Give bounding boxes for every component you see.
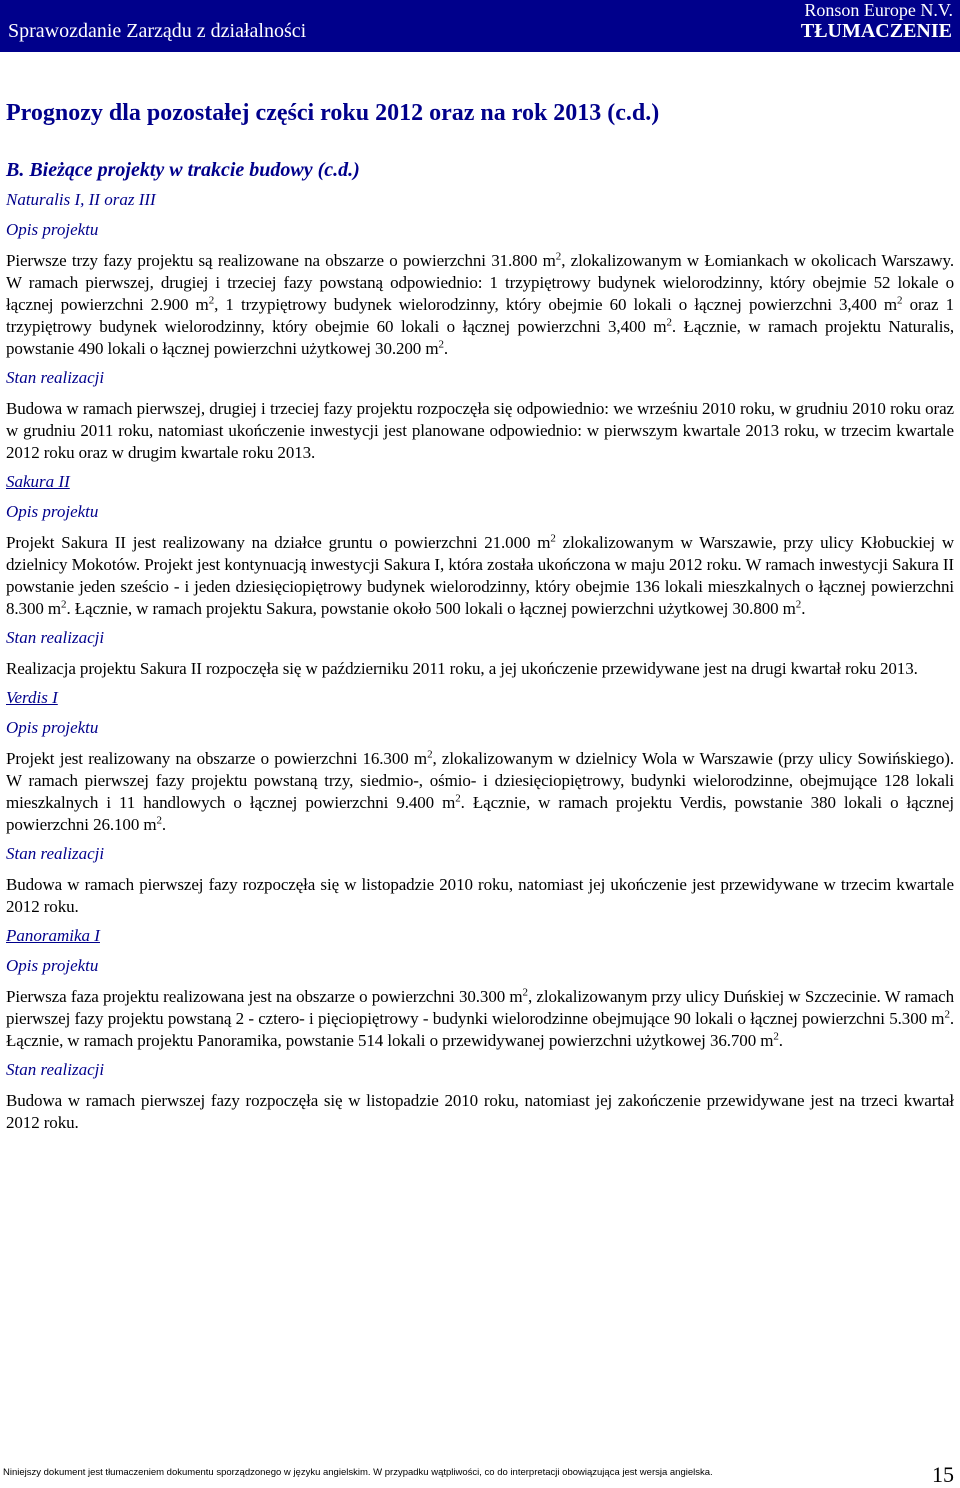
project-description: Projekt Sakura II jest realizowany na działce gruntu o powierzchni 21.000 $m^2$ zlokalizowanym w Warszawie, przy ulicy Kłobuckiej w dzielnicy Mokotów. Projekt jest kontynuacją inwestycji Sakura I, która została ukończona w maju 2012 roku. W ramach inwestycji Sakura II powstanie jeden sześcio - i jeden dziesięciopiętrowy budynek wielorodzinny, który obejmie 136 lokali mieszkalnych o łącznej powierzchni 8.300 $m^2$. Łącznie, w ramach projektu Sakura, powstanie około 500 lokali o łącznej powierzchni użytkowej 30.800 $m^2$. bbox=[6, 532, 954, 618]
document-body bbox=[6, 96, 954, 1134]
project-description: Pierwsze trzy fazy projektu są realizowane na obszarze o powierzchni 31.800 $m^2$, zlokalizowanym w Łomiankach w okolicach Warszawy. W ramach pierwszej, drugiej i trzeciej fazy powstaną odpowiednio: 1 trzypiętrowy budynek wielorodzinny, który obejmie 52 lokale o łącznej powierzchni 2.900 $m^2$, 1 trzypiętrowy budynek wielorodzinny, który obejmie 60 lokali o łącznej powierzchni 3,400 $m^2$ oraz 1 trzypiętrowy budynek wielorodzinny, który obejmie 60 lokali o łącznej powierzchni 3,400 $m^2$. Łącznie, w ramach projektu Naturalis, powstanie 490 lokali o łącznej powierzchni użytkowej 30.200 $m^2$. bbox=[6, 250, 955, 358]
superscript: 2 bbox=[522, 986, 528, 999]
superscript: 2 bbox=[555, 250, 562, 263]
superscript: 2 bbox=[550, 532, 556, 545]
project-status-heading: Stan realizacji bbox=[6, 844, 105, 863]
project-description: Pierwsza faza projektu realizowana jest na obszarze o powierzchni 30.300 $m^2$, zlokalizowanym przy ulicy Duńskiej w Szczecinie. W ramach pierwszej fazy projektu powstaną 2 - cztero- i pięciopiętrowy - budynki wielorodzinne obejmujące 90 lokali o łącznej powierzchni 5.300 $m^2$. Łącznie, w ramach projektu Panoramika, powstanie 514 lokali o przewidywanej powierzchni użytkowej 36.700 $m^2$. bbox=[6, 986, 955, 1050]
project-panoramika-i bbox=[6, 924, 954, 1134]
header-report-title: Sprawozdanie Zarządu z działalności bbox=[8, 20, 307, 42]
superscript: 2 bbox=[427, 748, 433, 761]
superscript: 2 bbox=[61, 598, 67, 611]
superscript: 2 bbox=[944, 1008, 950, 1021]
header-company-name: Ronson Europe N.V. bbox=[804, 0, 953, 20]
superscript: 2 bbox=[208, 294, 215, 307]
project-status: Realizacja projektu Sakura II rozpoczęła się w październiku 2011 roku, a jej ukończenie przewidywane jest na drugi kwartał roku 2013. bbox=[6, 659, 918, 678]
project-status-heading: Stan realizacji bbox=[6, 1060, 105, 1079]
superscript: 2 bbox=[455, 792, 461, 805]
superscript: 2 bbox=[156, 814, 162, 827]
header-translation-label: TŁUMACZENIE bbox=[800, 20, 952, 42]
project-sakura-ii bbox=[6, 470, 954, 680]
superscript: 2 bbox=[897, 294, 903, 307]
project-title: Sakura II bbox=[6, 472, 70, 491]
superscript: 2 bbox=[438, 338, 444, 351]
project-description-heading: Opis projektu bbox=[6, 220, 99, 239]
project-status-heading: Stan realizacji bbox=[6, 368, 105, 387]
project-naturalis bbox=[6, 188, 954, 464]
project-verdis-i bbox=[6, 686, 954, 918]
project-status-heading: Stan realizacji bbox=[6, 628, 105, 647]
document-title: Prognozy dla pozostałej części roku 2012 oraz na rok 2013 (c.d.) bbox=[6, 100, 660, 126]
project-title: Naturalis I, II oraz III bbox=[6, 190, 156, 209]
page-number: 15 bbox=[932, 1462, 954, 1487]
section-title: B. Bieżące projekty w trakcie budowy (c.d.) bbox=[6, 159, 360, 181]
superscript: 2 bbox=[795, 598, 802, 611]
superscript: 2 bbox=[773, 1030, 779, 1043]
project-description-heading: Opis projektu bbox=[6, 718, 99, 737]
project-description-heading: Opis projektu bbox=[6, 956, 99, 975]
superscript: 2 bbox=[666, 316, 672, 329]
project-status: Budowa w ramach pierwszej, drugiej i trzeciej fazy projektu rozpoczęła się odpowiednio: we wrześniu 2010 roku, w grudniu 2010 roku oraz w grudniu 2011 roku, natomiast ukończenie inwestycji jest planowane odpowiednio: w pierwszym kwartale 2013 roku, w trzecim kwartale 2012 roku oraz w drugim kwartale roku 2013. bbox=[6, 399, 954, 462]
footer-translation-disclaimer: Niniejszy dokument jest tłumaczeniem dokumentu sporządzonego w języku angielskim. W przypadku wątpliwości, co do interpretacji obowiązująca jest wersja angielska. bbox=[3, 1467, 713, 1478]
project-status: Budowa w ramach pierwszej fazy rozpoczęła się w listopadzie 2010 roku, natomiast jej ukończenie jest przewidywane w trzecim kwartale 2012 roku. bbox=[6, 875, 954, 916]
project-description-heading: Opis projektu bbox=[6, 502, 99, 521]
project-title: Verdis I bbox=[6, 688, 58, 707]
project-description: Projekt jest realizowany na obszarze o powierzchni 16.300 $m^2$, zlokalizowanym w dzielnicy Wola w Warszawie (przy ulicy Sowińskiego). W ramach pierwszej fazy projektu powstaną trzy, siedmio-, ośmio- i dziesięciopiętrowy, budynki wielorodzinne, obejmujące 128 lokali mieszkalnych i 11 handlowych o łącznej powierzchni 9.400 $m^2$. Łącznie, w ramach projektu Verdis, powstanie 380 lokali o łącznej powierzchni 26.100 $m^2$. bbox=[6, 748, 954, 834]
project-status: Budowa w ramach pierwszej fazy rozpoczęła się w listopadzie 2010 roku, natomiast jej zakończenie przewidywane jest na trzeci kwartał 2012 roku. bbox=[6, 1091, 954, 1132]
project-title: Panoramika I bbox=[6, 926, 100, 945]
page-header bbox=[0, 0, 960, 52]
